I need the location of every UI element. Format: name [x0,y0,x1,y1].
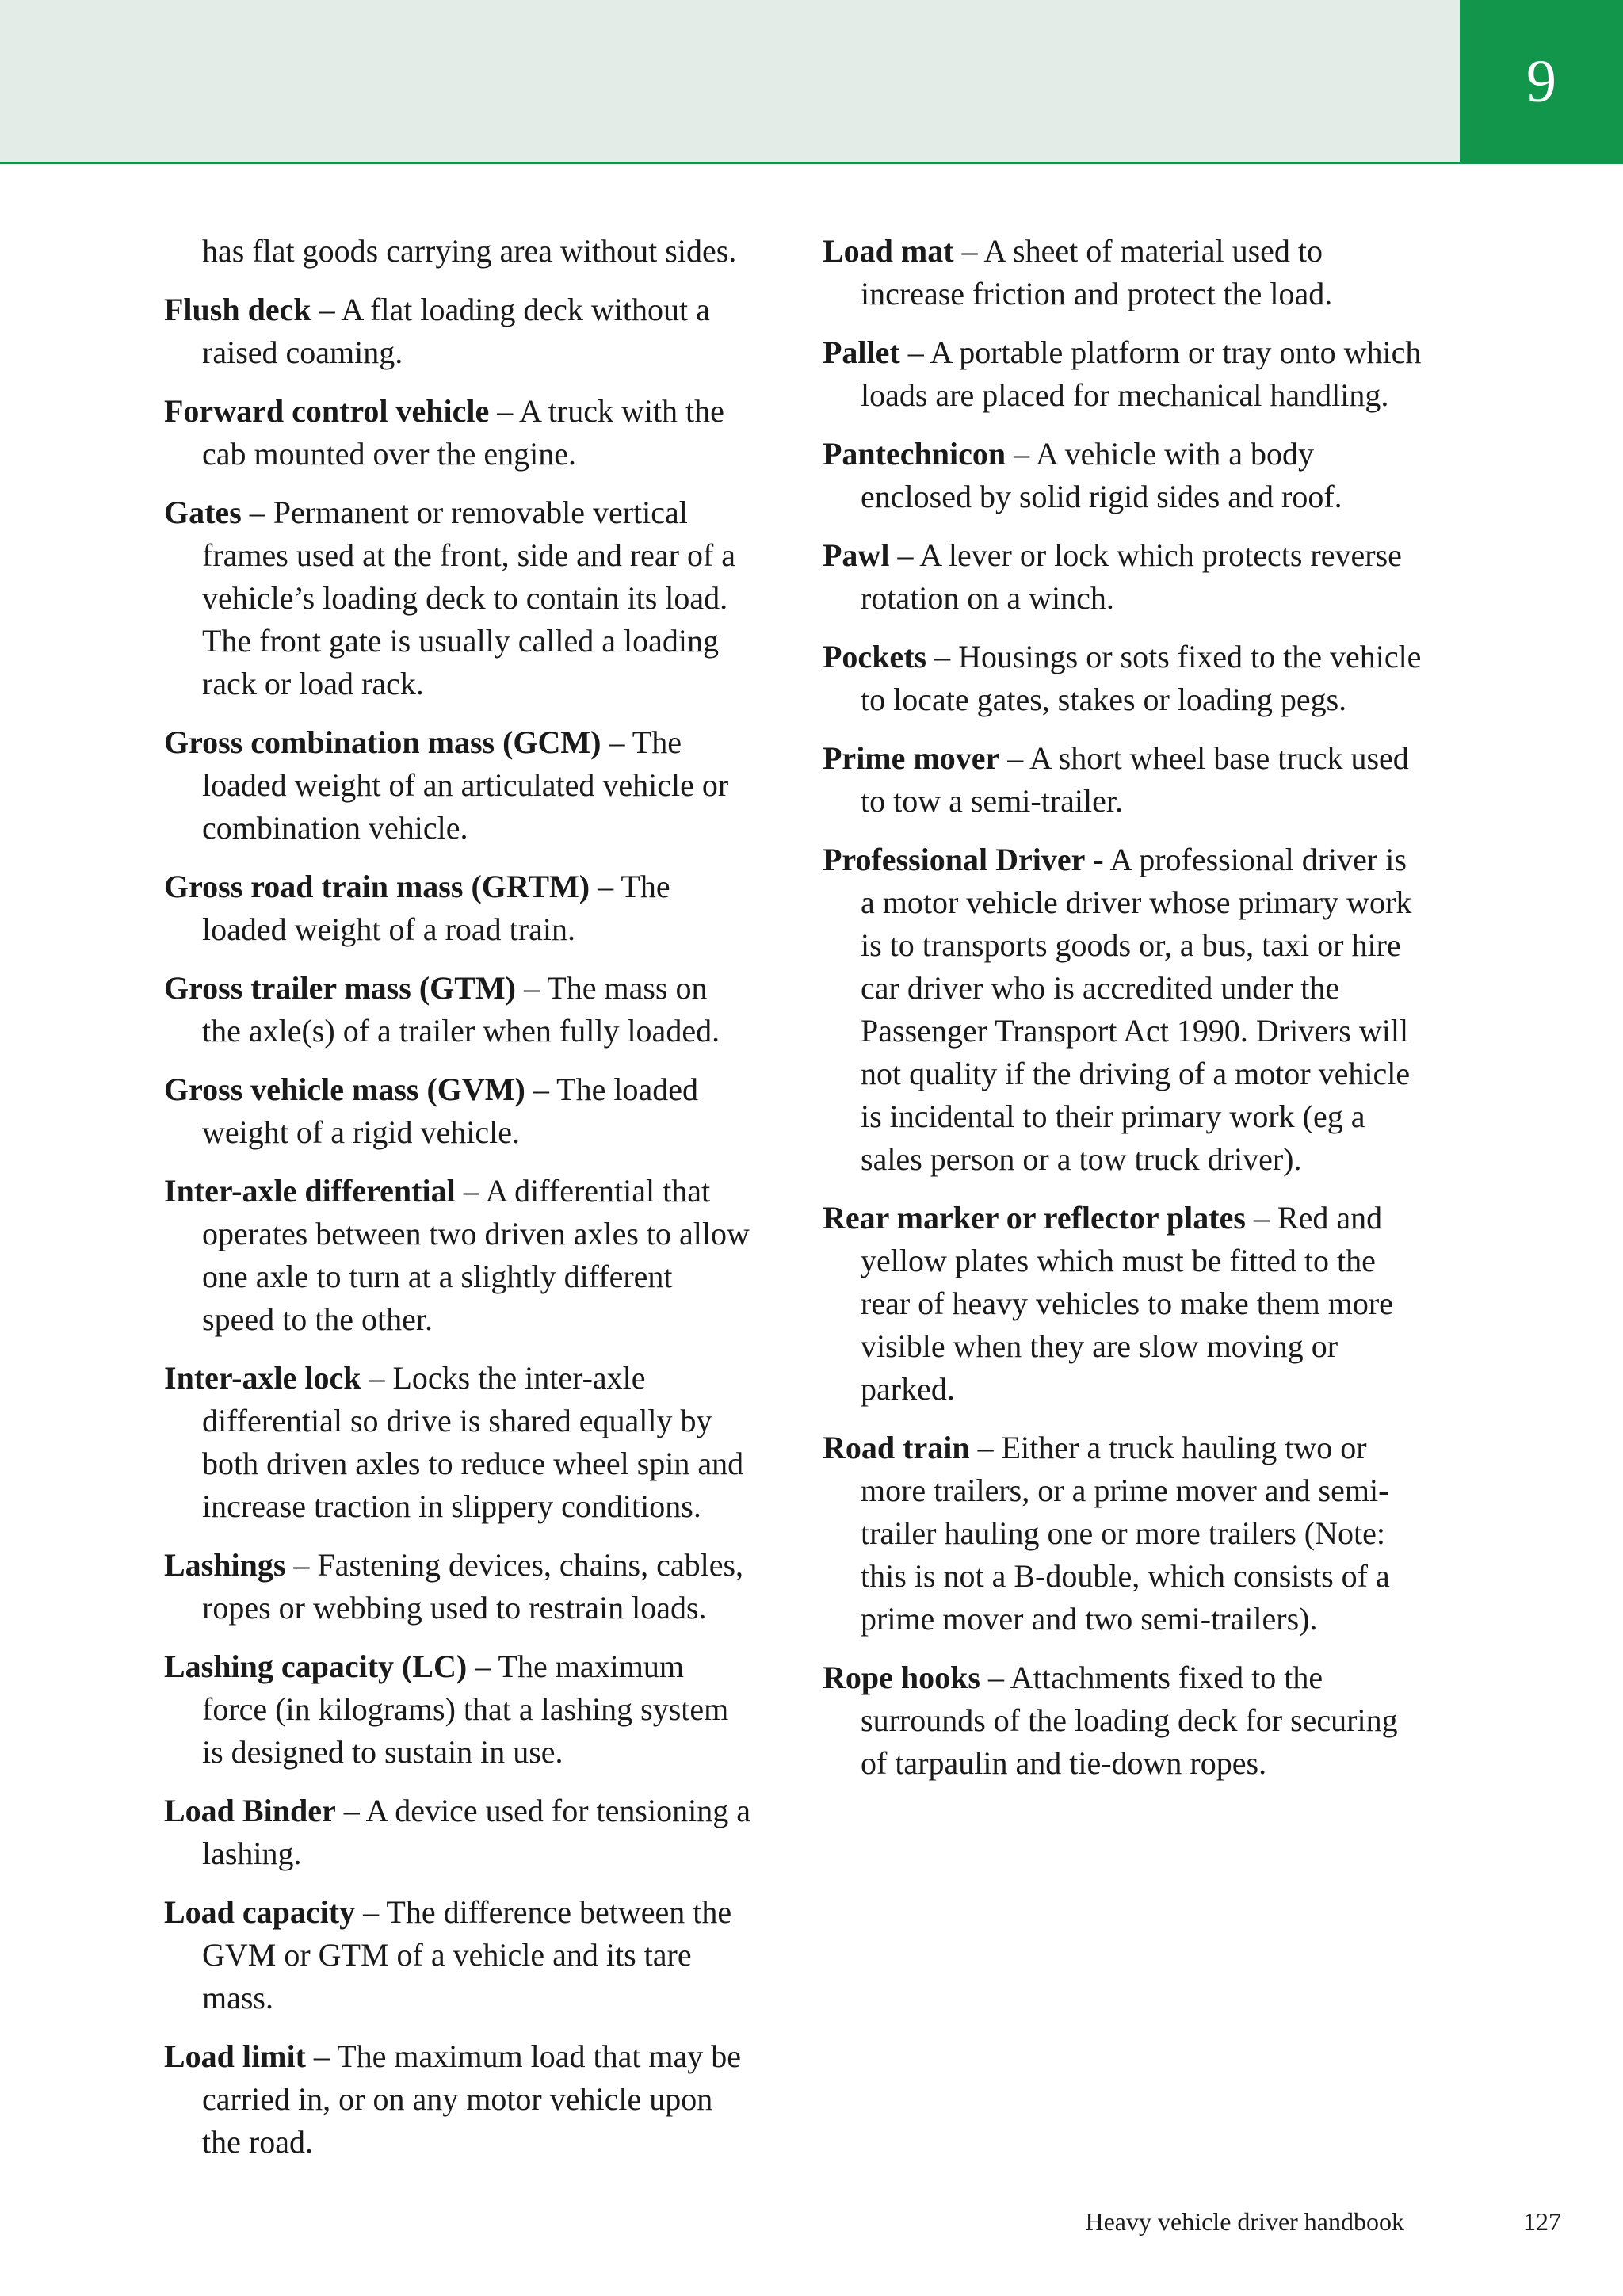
term-separator: – [889,537,920,573]
glossary-entry [164,865,750,951]
glossary-term: Load capacity [164,1894,356,1930]
glossary-definition: The maximum load that may be carried in, or on any motor vehicle upon the road. [202,2038,742,2160]
glossary-entry [823,331,1425,417]
glossary-definition: The loaded weight of a road train. [202,869,670,947]
glossary-definition: Permanent or removable vertical frames used at the front, side and rear of a vehicle’s loading deck to contain its load. The front gate is usually called a loading rack or load rack. [202,495,736,701]
term-separator: – [335,1793,366,1828]
glossary-term: Load limit [164,2038,306,2074]
glossary-entry [823,230,1425,315]
glossary-entry [823,737,1425,823]
term-separator: – [1006,436,1036,472]
glossary-term: Flush deck [164,292,311,327]
term-separator: – [311,292,342,327]
term-separator: – [926,639,959,674]
term-separator: – [601,724,632,760]
glossary-term: Rear marker or reflector plates [823,1200,1246,1236]
glossary-definition: The loaded weight of a rigid vehicle. [202,1072,698,1150]
continuation-text: has flat goods carrying area without sides. [202,233,737,269]
glossary-entry [823,636,1425,721]
glossary-definition: A truck with the cab mounted over the engine. [202,393,724,472]
glossary-entry [164,288,750,374]
glossary-definition: A sheet of material used to increase friction and protect the load. [861,233,1333,311]
glossary-term: Pantechnicon [823,436,1006,472]
glossary-definition: The loaded weight of an articulated vehicle or combination vehicle. [202,724,729,846]
term-separator: – [969,1430,1002,1465]
glossary-term: Inter-axle lock [164,1360,361,1396]
glossary-term: Lashing capacity (LC) [164,1648,468,1684]
glossary-term: Pallet [823,334,900,370]
glossary-definition: A device used for tensioning a lashing. [202,1793,750,1871]
term-separator: – [525,1072,557,1107]
glossary-entry [823,1427,1425,1641]
term-separator: – [899,334,930,370]
glossary-term: Lashings [164,1547,286,1583]
glossary-definition: A vehicle with a body enclosed by solid rigid sides and roof. [861,436,1342,514]
glossary-entry [823,1656,1425,1785]
glossary-entry [823,433,1425,518]
glossary-definition: A differential that operates between two driven axles to allow one axle to turn at a slightly different speed to the other. [202,1173,750,1337]
glossary-entry [164,1068,750,1154]
term-separator: - [1085,842,1110,877]
glossary-definition: The mass on the axle(s) of a trailer when fully loaded. [202,970,720,1049]
footer-title: Heavy vehicle driver handbook [1085,2207,1404,2236]
glossary-definition: A lever or lock which protects reverse rotation on a winch. [861,537,1402,616]
term-separator: – [285,1547,318,1583]
glossary-definition: A flat loading deck without a raised coaming. [202,292,710,370]
glossary-term: Inter-axle differential [164,1173,456,1209]
glossary-definition: A professional driver is a motor vehicle driver whose primary work is to transports goods or, a bus, taxi or hire car driver who is accredited under the Passenger Transport Act 1990. Drivers will not quality if the driving of a motor vehicle is incidental to their primary work (eg a sales person or a tow truck driver). [861,842,1412,1177]
glossary-entry [164,1170,750,1341]
glossary-definition: Housings or sots fixed to the vehicle to locate gates, stakes or loading pegs. [861,639,1422,717]
chapter-number-tab: 9 [1460,0,1623,164]
glossary-definition: Either a truck hauling two or more trailers, or a prime mover and semi-trailer hauling one or more trailers (Note: this is not a B-double, which consists of a prime mover and two semi-trailers). [861,1430,1390,1637]
glossary-entry [164,721,750,850]
right-entries [823,230,1425,1785]
glossary-term: Road train [823,1430,970,1465]
glossary-term: Gross combination mass (GCM) [164,724,601,760]
header-band [0,0,1460,164]
glossary-definition: A portable platform or tray onto which loads are placed for mechanical handling. [861,334,1422,413]
glossary-definition: Attachments fixed to the surrounds of the loading deck for securing of tarpaulin and tie-down ropes. [861,1660,1398,1781]
glossary-entry [164,1357,750,1528]
glossary-term: Professional Driver [823,842,1086,877]
glossary-term: Gross trailer mass (GTM) [164,970,517,1006]
term-separator: – [467,1648,498,1684]
glossary-definition: Locks the inter-axle differential so drive is shared equally by both driven axles to reduce wheel spin and increase traction in slippery conditions. [202,1360,744,1524]
glossary-term: Load Binder [164,1793,336,1828]
glossary-definition: The difference between the GVM or GTM of a vehicle and its tare mass. [202,1894,732,2015]
glossary-entry [164,390,750,476]
glossary-entry [164,1891,750,2019]
term-separator: – [590,869,621,904]
glossary-term: Gross vehicle mass (GVM) [164,1072,525,1107]
left-entries [164,288,750,2164]
glossary-definition: Fastening devices, chains, cables, ropes or webbing used to restrain loads. [202,1547,744,1626]
term-separator: – [355,1894,387,1930]
glossary-column-right [823,230,1425,1801]
glossary-entry [164,1544,750,1629]
glossary-entry [164,1645,750,1774]
glossary-entry [823,1197,1425,1411]
glossary-definition: Red and yellow plates which must be fitted to the rear of heavy vehicles to make them more visible when they are slow moving or parked. [861,1200,1393,1407]
term-separator: – [489,393,520,429]
page-number: 127 [1523,2207,1561,2236]
glossary-term: Prime mover [823,740,1000,776]
term-separator: – [953,233,984,269]
glossary-column-left [164,230,750,2179]
glossary-term: Gates [164,495,242,530]
glossary-entry [164,2035,750,2164]
glossary-term: Load mat [823,233,954,269]
glossary-term: Forward control vehicle [164,393,490,429]
glossary-term: Pockets [823,639,927,674]
term-separator: – [1245,1200,1277,1236]
term-separator: – [241,495,273,530]
glossary-term: Gross road train mass (GRTM) [164,869,590,904]
term-separator: – [999,740,1029,776]
glossary-entry [164,491,750,705]
term-separator: – [455,1173,486,1209]
glossary-entry [164,1790,750,1875]
glossary-entry [823,839,1425,1181]
term-separator: – [516,970,548,1006]
term-separator: – [361,1360,393,1396]
glossary-entry [164,967,750,1052]
glossary-term: Pawl [823,537,890,573]
glossary-definition: The maximum force (in kilograms) that a lashing system is designed to sustain in use. [202,1648,729,1770]
term-separator: – [980,1660,1010,1695]
glossary-entry [823,534,1425,620]
glossary-definition: A short wheel base truck used to tow a semi-trailer. [861,740,1409,819]
term-separator: – [305,2038,338,2074]
glossary-term: Rope hooks [823,1660,980,1695]
